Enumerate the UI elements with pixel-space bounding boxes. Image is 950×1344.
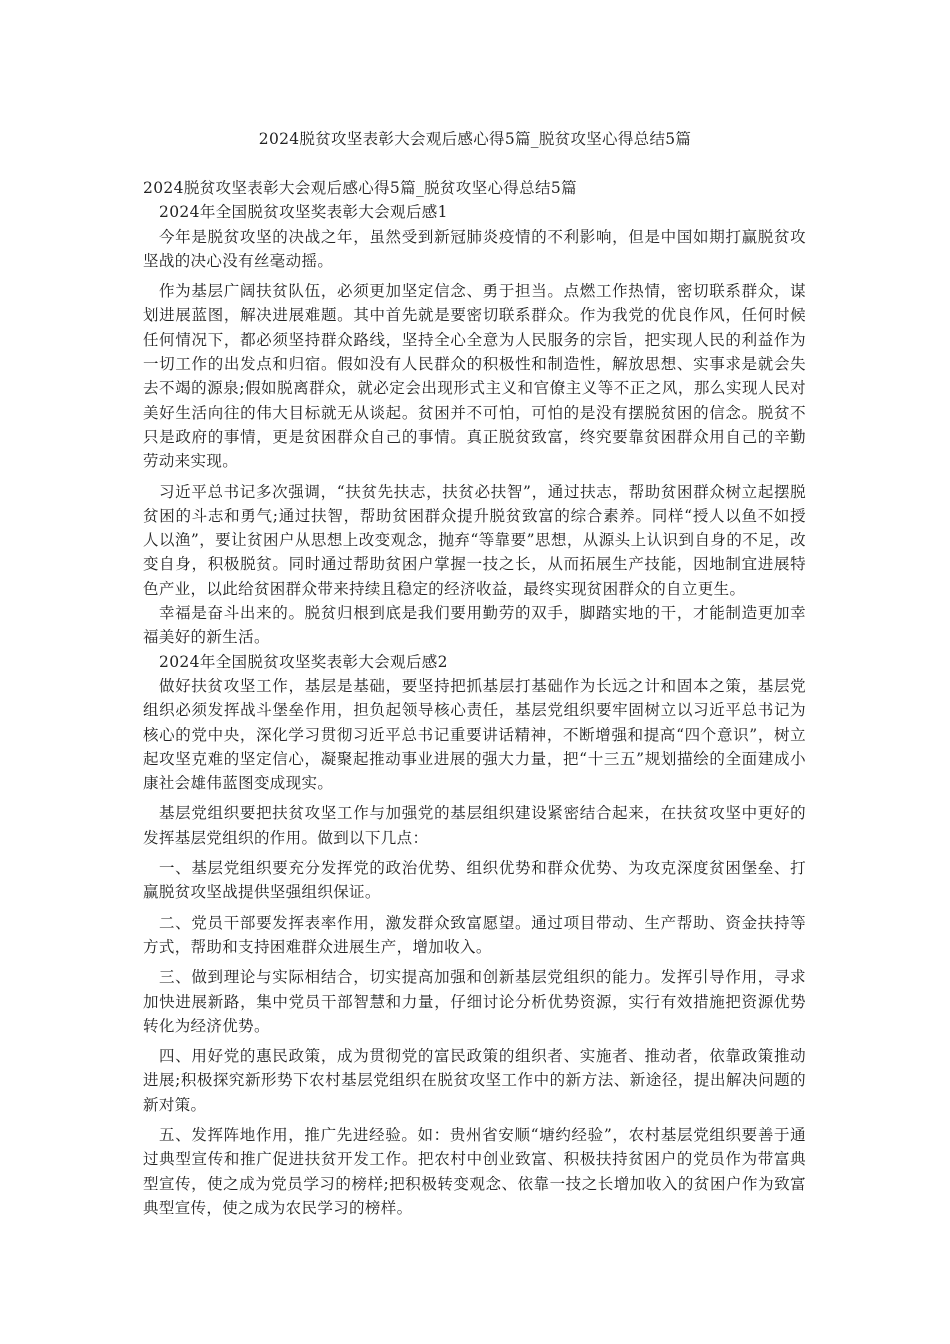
paragraph: 三、做到理论与实际相结合，切实提高加强和创新基层党组织的能力。发挥引导作用，寻求加快进展新路，集中党员干部智慧和力量，仔细讨论分析优势资源，实行有效措施把资源优势转化为经济优势。	[143, 968, 806, 1035]
section-heading-1: 2024年全国脱贫攻坚奖表彰大会观后感1	[159, 203, 448, 222]
paragraph: 幸福是奋斗出来的。脱贫归根到底是我们要用勤劳的双手，脚踏实地的干，才能制造更加幸福美好的新生活。	[143, 604, 806, 647]
paragraph: 今年是脱贫攻坚的决战之年，虽然受到新冠肺炎疫情的不利影响，但是中国如期打赢脱贫攻坚战的决心没有丝毫动摇。	[143, 227, 806, 270]
paragraph: 作为基层广阔扶贫队伍，必须更加坚定信念、勇于担当。点燃工作热情，密切联系群众，谋划进展蓝图，解决进展难题。其中首先就是要密切联系群众。作为我党的优良作风，任何时候任何情况下，都必须坚持群众路线，坚持全心全意为人民服务的宗旨，把实现人民的利益作为一切工作的出发点和归宿。假如没有人民群众的积极性和制造性，解放思想、实事求是就会失去不竭的源泉;假如脱离群众，就必定会出现形式主义和官僚主义等不正之风，那么实现人民对美好生活向往的伟大目标就无从谈起。贫困并不可怕，可怕的是没有摆脱贫困的信念。脱贫不只是政府的事情，更是贫困群众自己的事情。真正脱贫致富，终究要靠贫困群众用自己的辛勤劳动来实现。	[143, 282, 806, 471]
paragraph: 五、发挥阵地作用，推广先进经验。如：贵州省安顺“塘约经验”，农村基层党组织要善于通过典型宣传和推广促进扶贫开发工作。把农村中创业致富、积极扶持贫困户的党员作为带富典型宣传，使之成为党员学习的榜样;把积极转变观念、依靠一技之长增加收入的贫困户作为致富典型宣传，使之成为农民学习的榜样。	[143, 1125, 806, 1217]
paragraph: 习近平总书记多次强调，“扶贫先扶志，扶贫必扶智”，通过扶志，帮助贫困群众树立起摆脱贫困的斗志和勇气;通过扶智，帮助贫困群众提升脱贫致富的综合素养。同样“授人以鱼不如授人以渔”，要让贫困户从思想上改变观念，抛弃“等靠要”思想，从源头上认识到自身的不足，改变自身，积极脱贫。同时通过帮助贫困户掌握一技之长，从而拓展生产技能，因地制宜进展特色产业，以此给贫困群众带来持续且稳定的经济收益，最终实现贫困群众的自立更生。	[143, 482, 806, 598]
section-heading-2: 2024年全国脱贫攻坚奖表彰大会观后感2	[159, 652, 448, 671]
paragraph: 一、基层党组织要充分发挥党的政治优势、组织优势和群众优势、为攻克深度贫困堡垒、打赢脱贫攻坚战提供坚强组织保证。	[143, 859, 806, 902]
document-body	[143, 176, 806, 1220]
document-title: 2024脱贫攻坚表彰大会观后感心得5篇_脱贫攻坚心得总结5篇	[258, 130, 692, 148]
paragraph: 基层党组织要把扶贫攻坚工作与加强党的基层组织建设紧密结合起来，在扶贫攻坚中更好的发挥基层党组织的作用。做到以下几点：	[143, 804, 806, 847]
paragraph: 做好扶贫攻坚工作，基层是基础，要坚持把抓基层打基础作为长远之计和固本之策，基层党组织必须发挥战斗堡垒作用，担负起领导核心责任，基层党组织要牢固树立以习近平总书记为核心的党中央，深化学习贯彻习近平总书记重要讲话精神，不断增强和提高“四个意识”，树立起攻坚克难的坚定信心，凝聚起推动事业进展的强大力量，把“十三五”规划描绘的全面建成小康社会雄伟蓝图变成现实。	[143, 676, 806, 793]
paragraph: 四、用好党的惠民政策，成为贯彻党的富民政策的组织者、实施者、推动者，依靠政策推动进展;积极探究新形势下农村基层党组织在脱贫攻坚工作中的新方法、新途径，提出解决问题的新对策。	[143, 1047, 806, 1114]
body-heading: 2024脱贫攻坚表彰大会观后感心得5篇_脱贫攻坚心得总结5篇	[143, 179, 577, 197]
paragraph: 二、党员干部要发挥表率作用，激发群众致富愿望。通过项目带动、生产帮助、资金扶持等方式，帮助和支持困难群众进展生产，增加收入。	[143, 913, 806, 956]
